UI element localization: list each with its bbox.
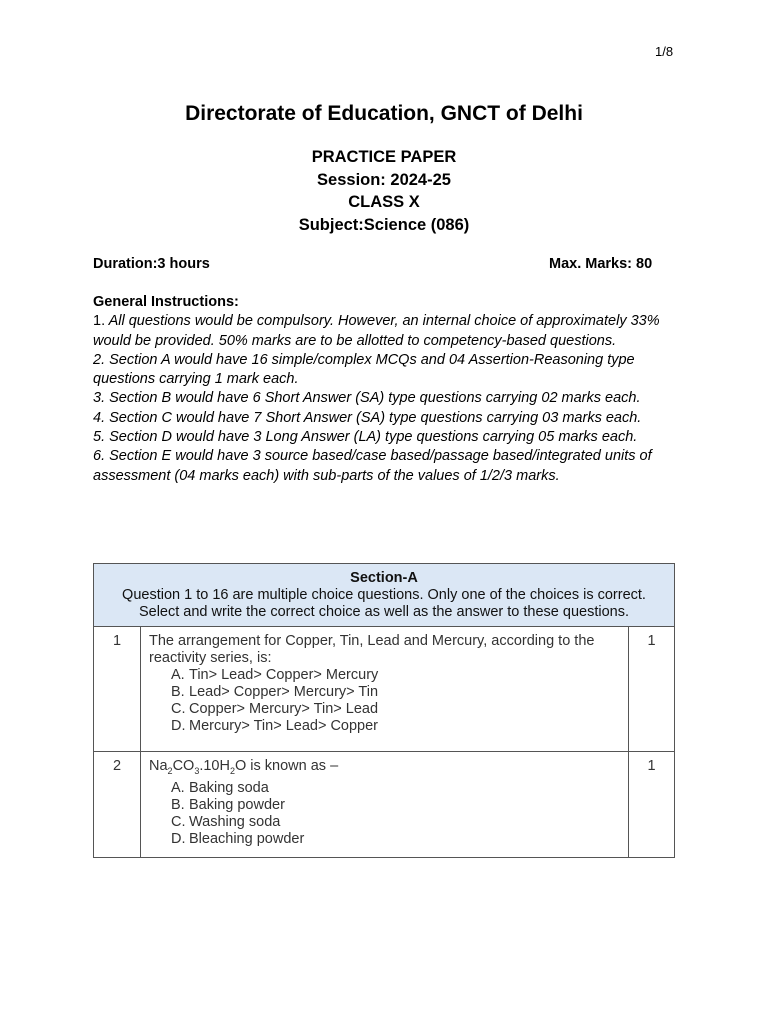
- formula-part: O: [234, 758, 247, 774]
- option-text: Baking soda: [189, 779, 269, 796]
- option-label: A.: [171, 667, 185, 683]
- option-label: B.: [171, 684, 185, 700]
- options-list: [171, 667, 620, 735]
- option-label: D.: [171, 718, 186, 734]
- instruction-text: Section A would have 16 simple/complex MCQs and 04 Assertion-Reasoning type questions carrying 1 mark each.: [93, 351, 635, 388]
- question-marks: 1: [629, 627, 675, 752]
- formula-part: CO: [172, 758, 195, 774]
- option-text: Baking powder: [189, 796, 285, 813]
- question-suffix: is known as –: [246, 758, 339, 774]
- section-header-row: [94, 564, 675, 627]
- instruction-item: [93, 389, 683, 408]
- option-label: B.: [171, 796, 185, 813]
- question-number: 1: [94, 627, 141, 752]
- option-label: C.: [171, 813, 186, 830]
- paper-type: PRACTICE PAPER: [311, 148, 457, 166]
- questions-table: [93, 563, 675, 858]
- instructions-heading: General Instructions:: [93, 294, 239, 310]
- duration: Duration:3 hours: [93, 256, 210, 272]
- option-label: C.: [171, 701, 186, 717]
- option-item: [171, 831, 620, 848]
- option-item: [171, 684, 620, 701]
- option-text: Copper> Mercury> Tin> Lead: [189, 701, 379, 717]
- formula-part: .10H: [199, 758, 230, 774]
- question-row: [94, 627, 675, 752]
- instruction-number: 2.: [93, 351, 106, 368]
- instruction-item: [93, 312, 683, 351]
- option-item: [171, 814, 620, 831]
- instruction-item: [93, 428, 683, 447]
- option-item: [171, 701, 620, 718]
- class-name: CLASS X: [348, 193, 420, 211]
- option-text: Washing soda: [189, 813, 281, 830]
- subject: Subject:Science (086): [298, 215, 470, 234]
- question-marks: 1: [629, 752, 675, 858]
- section-header: [94, 564, 675, 627]
- instruction-number: 6.: [93, 448, 106, 465]
- instruction-number: 5.: [93, 429, 106, 446]
- option-label: A.: [171, 779, 185, 796]
- option-text: Bleaching powder: [189, 830, 305, 847]
- general-instructions: [93, 293, 683, 486]
- session: Session: 2024-25: [317, 170, 451, 189]
- instruction-number: 3.: [93, 390, 106, 407]
- instruction-text: Section C would have 7 Short Answer (SA) type questions carrying 03 marks each.: [109, 409, 642, 426]
- formula-part: Na: [149, 758, 168, 774]
- option-item: [171, 797, 620, 814]
- option-text: Mercury> Tin> Lead> Copper: [189, 718, 379, 734]
- formula-subscript: 3: [194, 765, 200, 776]
- question-text: [149, 758, 620, 780]
- max-marks: Max. Marks: 80: [549, 256, 653, 272]
- page-number: 1/8: [655, 44, 674, 59]
- instruction-number: 4.: [93, 409, 106, 426]
- question-body: [141, 627, 629, 752]
- question-body: [141, 752, 629, 858]
- option-item: [171, 780, 620, 797]
- option-text: Lead> Copper> Mercury> Tin: [189, 684, 379, 700]
- instruction-item: [93, 351, 683, 390]
- instruction-text: Section B would have 6 Short Answer (SA) type questions carrying 02 marks each.: [109, 390, 641, 407]
- option-item: [171, 667, 620, 684]
- instruction-item: [93, 409, 683, 428]
- instruction-text: Section E would have 3 source based/case based/passage based/integrated units of assessment (04 marks each) with sub-parts of the values of 1/2/3 marks.: [93, 448, 652, 484]
- paper-heading: [0, 146, 768, 236]
- option-item: [171, 718, 620, 735]
- options-list: [171, 780, 620, 848]
- question-number: 2: [94, 752, 141, 858]
- section-description: Question 1 to 16 are multiple choice questions. Only one of the choices is correct. Select and write the correct choice as well as the answer to these questions.: [122, 587, 646, 620]
- instruction-text: All questions would be compulsory. However, an internal choice of approximately 33% would be provided. 50% marks are to be allotted to competency-based questions.: [93, 313, 660, 349]
- formula-subscript: 2: [229, 765, 235, 776]
- section-title: Section-A: [350, 570, 418, 586]
- instruction-number: 1.: [93, 313, 106, 330]
- option-text: Tin> Lead> Copper> Mercury: [189, 667, 379, 683]
- question-row: [94, 752, 675, 858]
- document-title: Directorate of Education, GNCT of Delhi: [185, 102, 583, 125]
- instruction-text: Section D would have 3 Long Answer (LA) type questions carrying 05 marks each.: [109, 429, 638, 446]
- question-text: The arrangement for Copper, Tin, Lead and Mercury, according to the reactivity series, is:: [149, 633, 595, 666]
- instruction-item: [93, 447, 683, 486]
- formula-subscript: 2: [167, 765, 173, 776]
- option-label: D.: [171, 830, 186, 847]
